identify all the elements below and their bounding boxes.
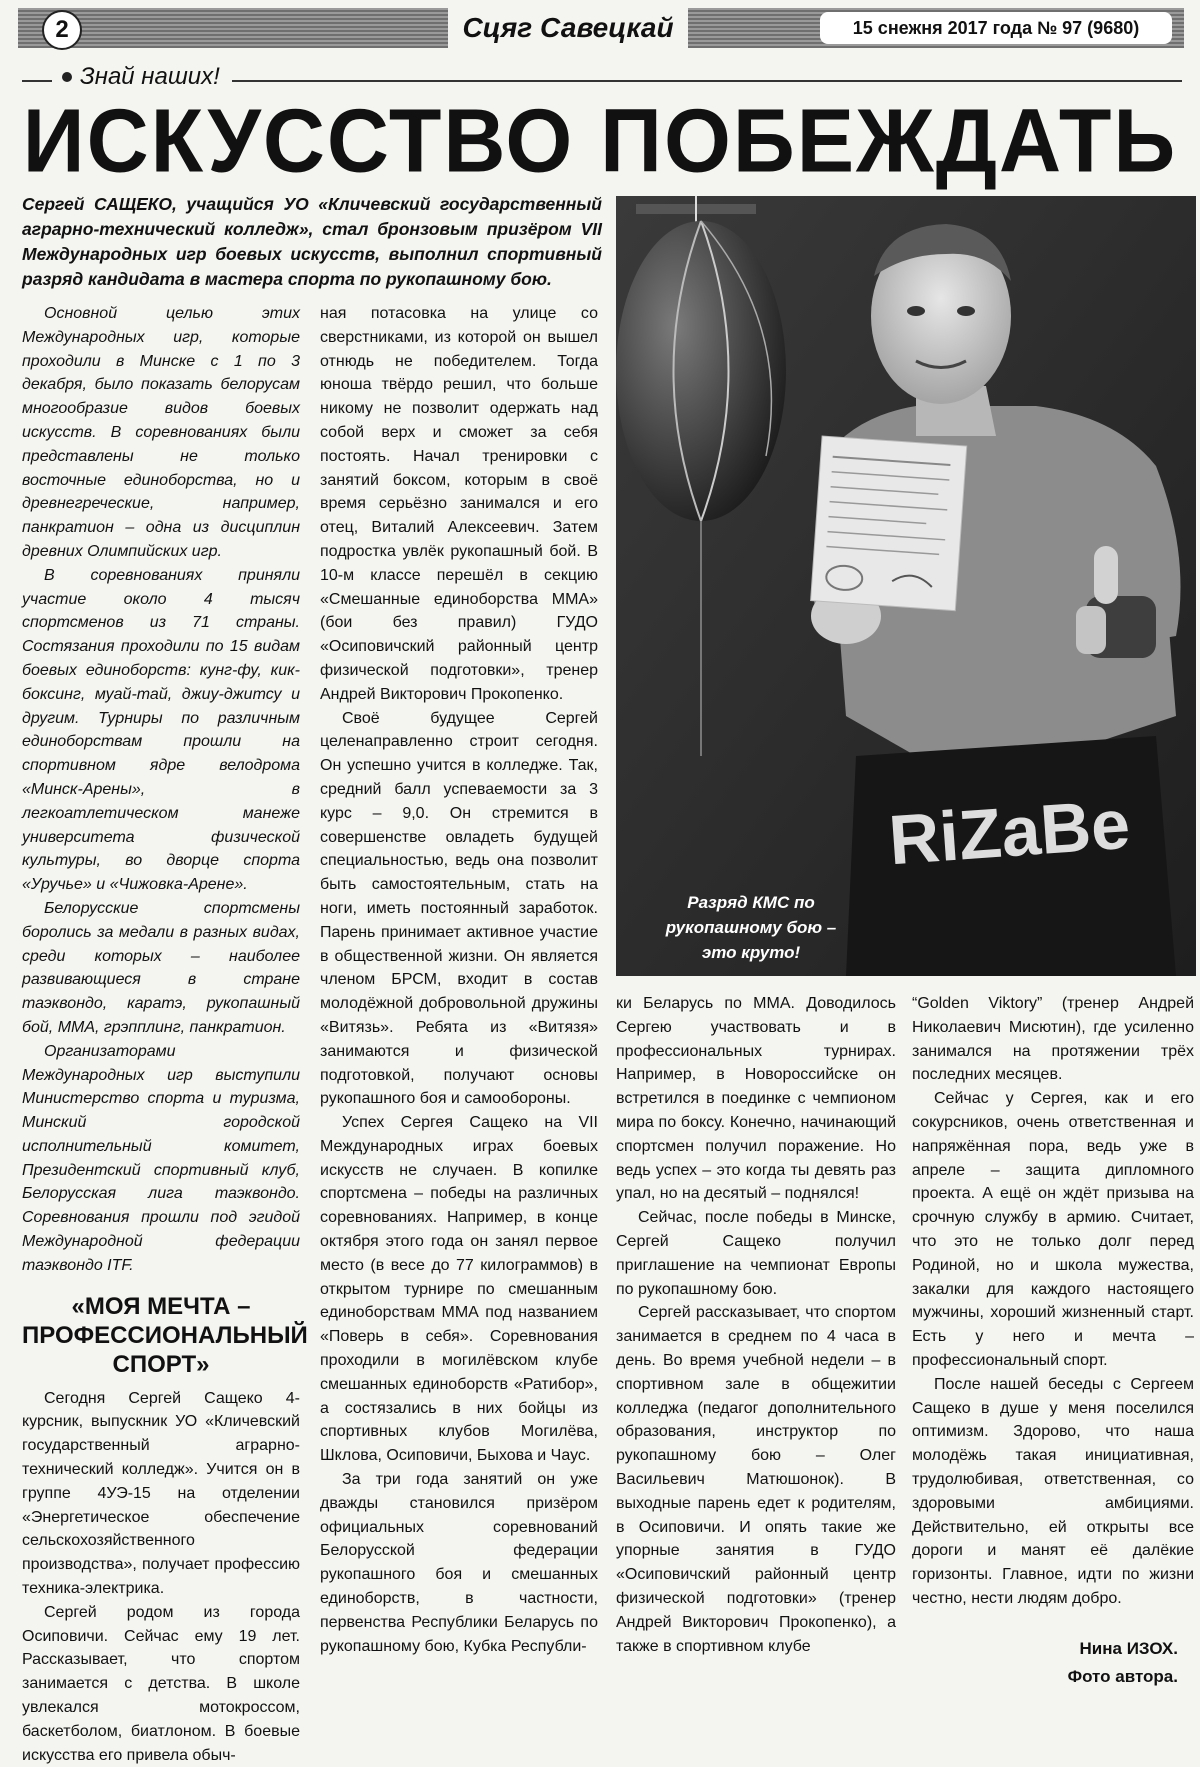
paper-title: Сцяг Савецкай — [448, 8, 688, 48]
paragraph: Организаторами Международных игр выступили Министерство спорта и туризма, Минский городской исполнительный комитет, Президентский спортивный клуб, Белорусская лига таэквондо. Соревнования прошли под эгидой Международной федерации таэквондо ITF. — [22, 1042, 300, 1274]
paragraph: За три года занятий он уже дважды становился призёром официальных соревнований Белорусской федерации рукопашного боя и смешанных единоборств, в частности, первенства Республики Беларусь по рукопашному бою, Кубка Республи- — [320, 1471, 598, 1655]
svg-text:RiZaBe: RiZaBe — [886, 784, 1133, 880]
author-signature — [1068, 1635, 1178, 1691]
paragraph: Сегодня Сергей Сащеко 4-курсник, выпускник УО «Кличевский государственный аграрно-технический колледж». Учится он в группе 4УЭ-15 на отделении «Энергетическое обеспечение сельскохозяйственного производства», получает профессию техника-электрика. — [22, 1389, 300, 1598]
paragraph: ная потасовка на улице со сверстниками, из которой он вышел отнюдь не победителем. Тогда юноша твёрдо решил, что больше никому не позволит одержать над собой верх и сможет за себя постоять. Начал тренировки с занятий боксом, которым в своё время серьёзно занимался и его отец, Виталий Алексеевич. Затем подростка увлёк рукопашный бой. В 10-м классе перешёл в секцию «Смешанные единоборства ММА» (бои без правил) ГУДО «Осиповичский районный центр физической подготовки», тренер Андрей Викторович Прокопенко. — [320, 305, 598, 703]
subheading: «МОЯ МЕЧТА – ПРОФЕССИОНАЛЬНЫЙ СПОРТ» — [22, 1292, 308, 1378]
paragraph: Сейчас, после победы в Минске, Сергей Сащеко получил приглашение на чемпионат Европы по рукопашному бою. — [616, 1209, 896, 1298]
page-number: 2 — [42, 10, 82, 50]
shorts — [846, 736, 1176, 976]
rubric-label: Знай наших! — [80, 63, 220, 90]
rubric-rule-left — [22, 80, 52, 82]
photo-caption: Разряд КМС по рукопашному бою – это круто! — [665, 893, 837, 962]
rubric-rule-right — [232, 80, 1182, 82]
headline: ИСКУССТВО ПОБЕЖДАТЬ — [22, 90, 1178, 192]
paragraph: Успех Сергея Сащеко на VII Международных играх боевых искусств не случаен. В копилке спортсмена – победы на различных соревнованиях. Например, в конце октября этого года он занял первое место (в весе до 77 килограммов) в открытом турнире по смешанным единоборствам ММА под названием «Поверь в себя». Соревнования проходили в могилёвском клубе смешанных единоборств «Ратибор», а состязались в них бойцы из спортивных клубов Могилёва, Шклова, Осиповичи, Быхова и Чаус. — [320, 1114, 598, 1465]
photo-credit: Фото автора. — [1067, 1667, 1178, 1686]
author-name: Нина ИЗОХ. — [1079, 1639, 1178, 1658]
photo-illustration — [616, 196, 1196, 976]
lead-paragraph: Сергей САЩЕКО, учащийся УО «Кличевский государственный аграрно-технический колледж», стал бронзовым призёром VII Международных игр боевых искусств, выполнил спортивный разряд кандидата в мастера спорта по рукопашному бою. — [22, 194, 602, 289]
face — [871, 224, 1011, 404]
article-column-1 — [22, 302, 308, 1767]
paragraph: Сейчас у Сергея, как и его сокурсников, очень ответственная и напряжённая пора, ведь уже в апреле – защита дипломного проекта. А ещё он ждёт призыва на срочную службу в армию. Считает, что это не только долг перед Родиной, но и школа мужества, закалки для каждого настоящего мужчины, хороший жизненный старт. Есть у него и мечта – профессиональный спорт. — [912, 1090, 1194, 1369]
paragraph: “Golden Viktory” (тренер Андрей Николаевич Мисютин), где усиленно занимался на протяжении трёх последних месяцев. — [912, 995, 1194, 1084]
article-column-4 — [912, 992, 1194, 1611]
rubric — [62, 63, 228, 91]
article-column-3 — [616, 992, 896, 1658]
issue-date: 15 снежня 2017 года № 97 (9680) — [820, 12, 1172, 44]
paragraph: Сергей родом из города Осиповичи. Сейчас ему 19 лет. Рассказывает, что спортом занимается с детства. В школе увлекался мотокроссом, баскетболом, биатлоном. В боевые искусства его привела обыч- — [22, 1603, 300, 1764]
paragraph: В соревнованиях приняли участие около 4 тысяч спортсменов из 71 страны. Состязания проходили по 15 видам боевых единоборств: кунг-фу, кик-боксинг, муай-тай, джиу-джитсу и другим. Турниры по различным единоборствам прошли на спортивном ядре велодрома «Минск-Арены», в легкоатлетическом манеже университета физической культуры, во дворце спорта «Уручье» и «Чижовка-Арене». — [22, 566, 300, 894]
paragraph: Сергей рассказывает, что спортом занимается в среднем по 4 часа в день. Во время учебной недели – в спортивном зале в общежитии колледжа (педагог дополнительного образования, инструктор по рукопашному бою – Олег Васильевич Матюшонок). В выходные парень едет к родителям, в Осиповичи. И опять такие же упорные занятия в ГУДО «Осиповичский районный центр физической подготовки» (тренер Андрей Викторович Прокопенко), а также в спортивном клубе — [616, 1304, 896, 1655]
paragraph: Своё будущее Сергей целенаправленно строит сегодня. Он успешно учится в колледже. Так, средний балл успеваемости за 3 курс – 9,0. Он стремится в совершенстве овладеть будущей специальностью, ведь она позволит быть самостоятельным, стать на ноги, иметь постоянный заработок. Парень принимает активное участие в общественной жизни. Он является членом БРСМ, входит в состав молодёжной добровольной дружины «Витязь». Ребята из «Витязя» занимаются и физической подготовкой, получают основы рукопашного боя и самообороны. — [320, 709, 598, 1108]
paragraph: Основной целью этих Международных игр, которые проходили в Минске с 1 по 3 декабря, было показать белорусам многообразие видов боевых искусств. В соревнованиях были представлены не только восточные единоборства, но и древнегреческие, например, панкратион – одна из дисциплин древних Олимпийских игр. — [22, 305, 300, 560]
paragraph: ки Беларусь по ММА. Доводилось Сергею участвовать и в профессиональных турнирах. Например, в Новороссийске он встретился в поединке с чемпионом мира по боксу. Конечно, начинающий спортсмен получил поражение. Но ведь успех – это когда ты девять раз упал, но на десятый – поднялся! — [616, 995, 896, 1203]
article-column-2 — [320, 302, 598, 1658]
paragraph: Белорусские спортсмены боролись за медали в разных видах, среди которых – наиболее развивающиеся в стране таэквондо, каратэ, рукопашный бой, ММА, грэпплинг, панкратион. — [22, 899, 300, 1036]
paragraph: После нашей беседы с Сергеем Сащеко в душе у меня поселился оптимизм. Здорово, что наша молодёжь такая инициативная, трудолюбивая, ответственная, со здоровыми амбициями. Действительно, ей открыты все дороги и манят её далёкие горизонты. Главное, идти по жизни честно, нести людям добро. — [912, 1375, 1194, 1607]
bullet-icon — [62, 72, 72, 82]
certificate — [811, 436, 967, 611]
article-photo — [616, 196, 1196, 976]
